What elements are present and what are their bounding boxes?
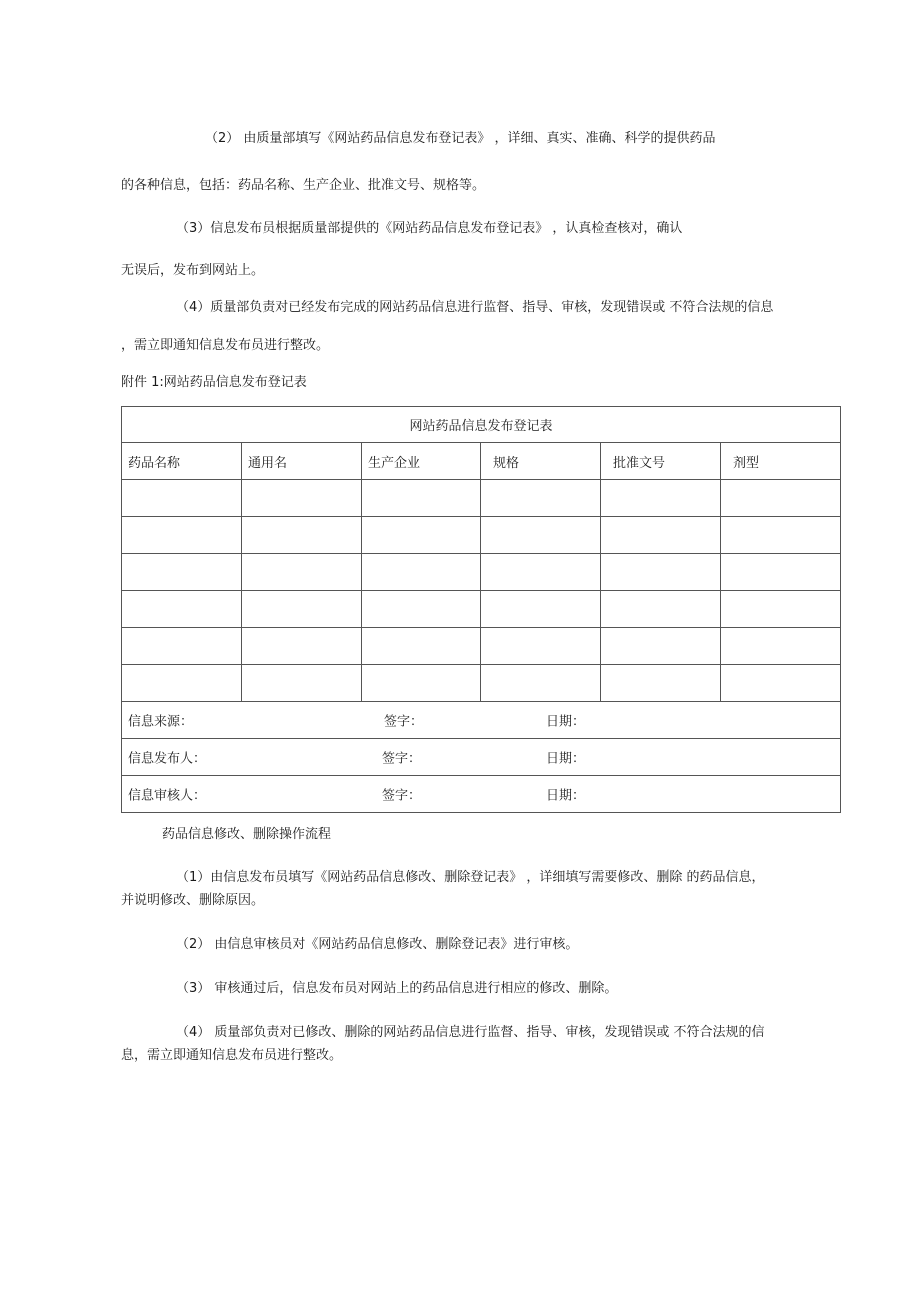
section2-step-4-line-2: 息，需立即通知信息发布员进行整改。 [121,1048,343,1063]
sign-label: 签字： [382,751,422,767]
blank-cell [362,628,481,665]
blank-cell [122,517,242,554]
table-row [122,665,841,702]
blank-cell [242,591,362,628]
table-row [122,554,841,591]
column-header: 生产企业 [362,443,481,480]
blank-cell [601,554,721,591]
paragraph-3-line-2: 无误后，发布到网站上。 [121,263,265,278]
paragraph-3-line-1: （3）信息发布员根据质量部提供的《网站药品信息发布登记表》 ，认真检查核对，确认 [176,221,683,236]
blank-cell [721,628,841,665]
blank-cell [721,665,841,702]
table-row [122,628,841,665]
table-row [122,480,841,517]
section2-step-1-line-1: （1）由信息发布员填写《网站药品信息修改、删除登记表》 ，详细填写需要修改、删除 的药品信息， [176,870,765,885]
signature-row-reviewer [122,776,841,813]
blank-cell [481,554,601,591]
sign-label: 签字： [382,788,422,804]
blank-cell [601,628,721,665]
table-row [122,591,841,628]
blank-cell [362,480,481,517]
column-header: 批准文号 [601,443,721,480]
blank-cell [481,517,601,554]
blank-cell [362,591,481,628]
blank-cell [242,554,362,591]
blank-cell [242,480,362,517]
section2-step-3: （3） 审核通过后，信息发布员对网站上的药品信息进行相应的修改、删除。 [176,981,618,996]
blank-cell [481,480,601,517]
blank-cell [122,665,242,702]
column-header: 药品名称 [122,443,242,480]
blank-cell [601,517,721,554]
sign-label: 签字： [384,714,424,730]
blank-cell [122,480,242,517]
signature-row-label: 信息发布人： [128,751,207,767]
paragraph-4-line-1: （4）质量部负责对已经发布完成的网站药品信息进行监督、指导、审核，发现错误或 不符合法规的信息 [176,300,774,315]
signature-row-source [122,702,841,739]
blank-cell [721,554,841,591]
publish-register-form [121,406,841,813]
section2-step-1-line-2: 并说明修改、删除原因。 [121,893,265,908]
form-title: 网站药品信息发布登记表 [122,407,841,443]
blank-cell [721,480,841,517]
attachment-label: 附件 1:网站药品信息发布登记表 [121,375,307,390]
blank-cell [122,554,242,591]
blank-cell [481,628,601,665]
blank-cell [242,665,362,702]
column-header: 剂型 [721,443,841,480]
blank-cell [362,517,481,554]
blank-cell [242,517,362,554]
blank-cell [721,517,841,554]
paragraph-2-line-1: （2） 由质量部填写《网站药品信息发布登记表》 ，详细、真实、准确、科学的提供药品 [205,131,716,146]
blank-cell [601,665,721,702]
section-heading: 药品信息修改、删除操作流程 [162,827,332,842]
blank-cell [122,591,242,628]
signature-row-label: 信息来源： [128,714,194,730]
blank-cell [721,591,841,628]
blank-cell [481,665,601,702]
header-row [122,443,841,480]
column-header: 规格 [481,443,601,480]
column-header: 通用名 [242,443,362,480]
blank-cell [601,480,721,517]
blank-cell [122,628,242,665]
signature-row-label: 信息审核人： [128,788,207,804]
date-label: 日期： [546,714,586,730]
paragraph-4-line-2: ，需立即通知信息发布员进行整改。 [121,338,330,353]
blank-cell [362,665,481,702]
signature-row-publisher [122,739,841,776]
date-label: 日期： [546,788,586,804]
section2-step-4-line-1: （4） 质量部负责对已修改、删除的网站药品信息进行监督、指导、审核，发现错误或 不符合法规的信 [176,1025,765,1040]
paragraph-2-line-2: 的各种信息，包括：药品名称、生产企业、批准文号、规格等。 [121,178,486,193]
table-row [122,517,841,554]
blank-cell [242,628,362,665]
blank-cell [601,591,721,628]
section2-step-2: （2） 由信息审核员对《网站药品信息修改、删除登记表》进行审核。 [176,937,579,952]
blank-cell [362,554,481,591]
blank-cell [481,591,601,628]
date-label: 日期： [546,751,586,767]
